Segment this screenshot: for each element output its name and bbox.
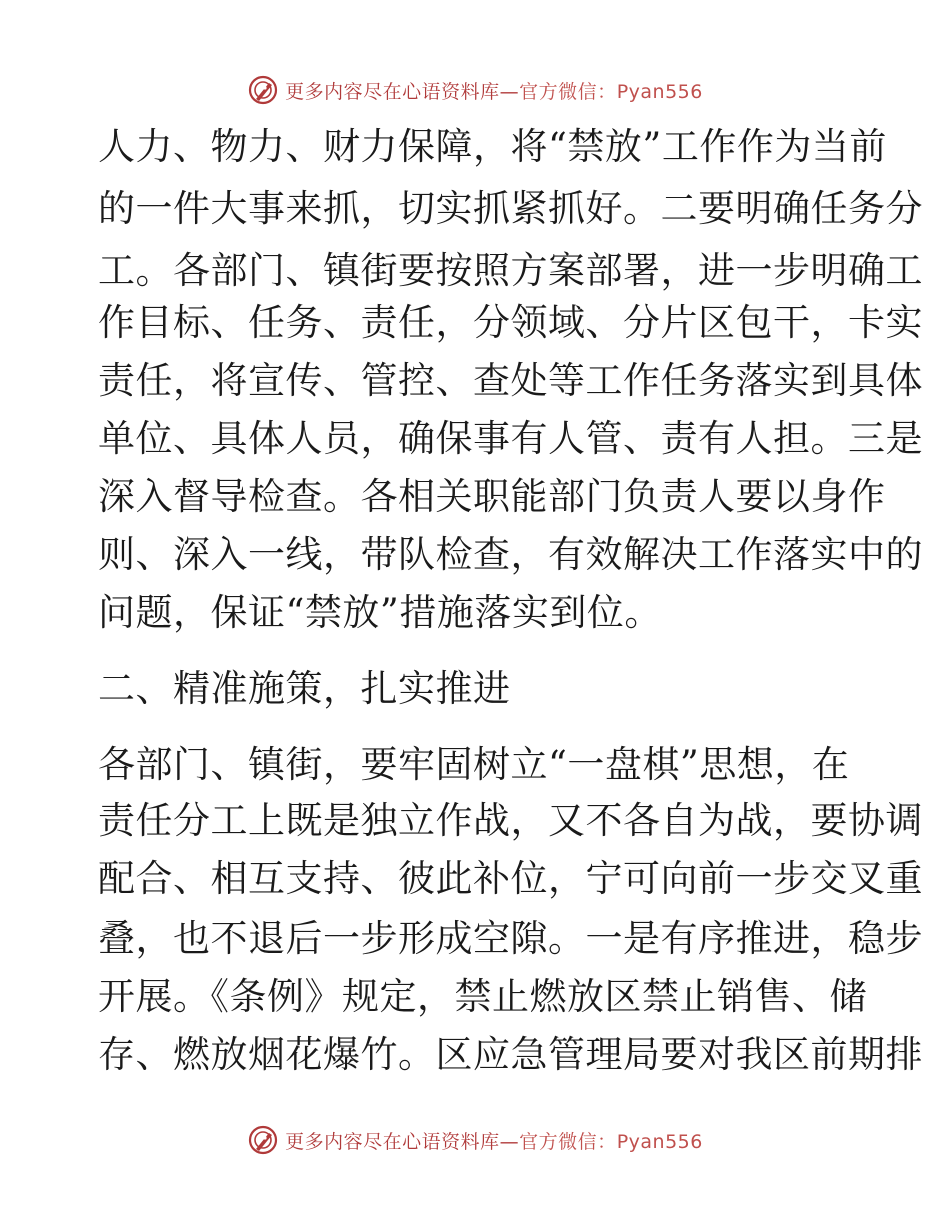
text-line: 作目标、任务、责任，分领域、分片区包干，卡实 bbox=[98, 301, 923, 344]
text-line: 责任，将宣传、管控、查处等工作任务落实到具体 bbox=[98, 359, 923, 402]
text-line: 的一件大事来抓，切实抓紧抓好。二要明确任务分 bbox=[98, 187, 923, 230]
watermark-wechat-label: 官方微信： bbox=[519, 1130, 617, 1153]
watermark-wechat-label: 官方微信： bbox=[519, 80, 617, 103]
text-line: 开展。《条例》规定，禁止燃放区禁止销售、储 bbox=[98, 975, 867, 1018]
text-line: 工。各部门、镇街要按照方案部署，进一步明确工 bbox=[98, 249, 923, 292]
text-line: 存、燃放烟花爆竹。区应急管理局要对我区前期排 bbox=[98, 1033, 923, 1076]
section-heading: 二、精准施策，扎实推进 bbox=[98, 667, 511, 710]
pen-logo-icon bbox=[247, 1124, 279, 1156]
text-line: 人力、物力、财力保障，将“禁放”工作作为当前 bbox=[98, 125, 887, 168]
watermark-wechat-id: Pyan556 bbox=[616, 80, 703, 103]
text-line: 深入督导检查。各相关职能部门负责人要以身作 bbox=[98, 475, 886, 518]
text-line: 责任分工上既是独立作战，又不各自为战，要协调 bbox=[98, 799, 923, 842]
watermark-banner-bottom bbox=[0, 1120, 950, 1160]
text-line: 单位、具体人员，确保事有人管、责有人担。三是 bbox=[98, 417, 923, 460]
text-line: 问题，保证“禁放”措施落实到位。 bbox=[98, 591, 662, 634]
text-line: 则、深入一线，带队检查，有效解决工作落实中的 bbox=[98, 533, 923, 576]
watermark-wechat-id: Pyan556 bbox=[616, 1130, 703, 1153]
watermark-site-text: 更多内容尽在心语资料库 bbox=[285, 80, 500, 103]
watermark-text bbox=[285, 77, 703, 104]
watermark-site-text: 更多内容尽在心语资料库 bbox=[285, 1130, 500, 1153]
watermark-banner-top bbox=[0, 70, 950, 110]
watermark-dash: — bbox=[499, 1130, 520, 1153]
text-line: 各部门、镇街，要牢固树立“一盘棋”思想，在 bbox=[98, 743, 850, 786]
text-line: 配合、相互支持、彼此补位，宁可向前一步交叉重 bbox=[98, 857, 923, 900]
watermark-text bbox=[285, 1127, 703, 1154]
pen-logo-icon bbox=[247, 74, 279, 106]
text-line: 叠，也不退后一步形成空隙。一是有序推进，稳步 bbox=[98, 917, 923, 960]
watermark-dash: — bbox=[499, 80, 520, 103]
